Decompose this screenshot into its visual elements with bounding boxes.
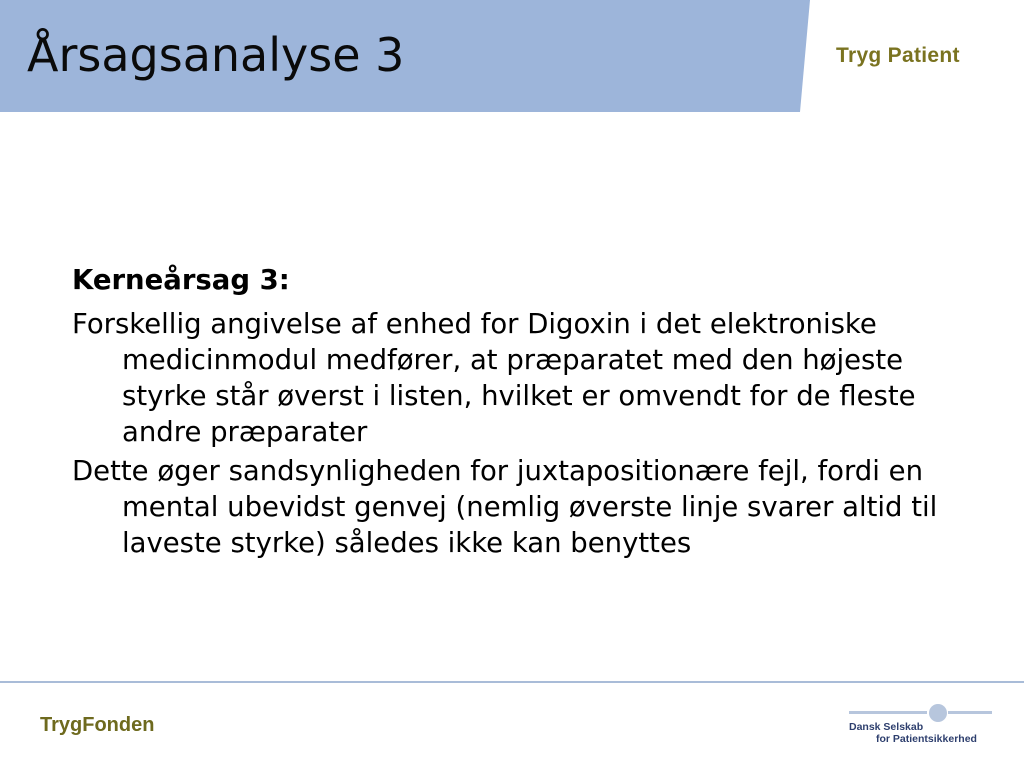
body-paragraph-2: Dette øger sandsynligheden for juxtapositionære fejl, fordi en mental ubevidst genvej (nemlig øverste linje svarer altid til laveste styrke) således ikke kan benyttes: [72, 455, 938, 559]
trygfonden-logo: TrygFonden: [40, 714, 155, 736]
dansk-selskab-logo: [846, 704, 996, 748]
dsp-logo-line-2: for Patientsikkerhed: [876, 733, 977, 745]
slide-title: Årsagsanalyse 3: [27, 28, 405, 82]
root-cause-heading: Kerneårsag 3:: [72, 264, 290, 296]
dsp-logo-line-1: Dansk Selskab: [849, 721, 924, 733]
tryg-patient-logo: Tryg Patient: [836, 44, 960, 67]
body-paragraph-1: Forskellig angivelse af enhed for Digoxin i det elektroniske medicinmodul medfører, at præparatet med den højeste styrke står øverst i listen, hvilket er omvendt for de fleste andre præparater: [72, 308, 916, 448]
footer-divider: [0, 681, 1024, 683]
slide-body: [72, 262, 972, 564]
